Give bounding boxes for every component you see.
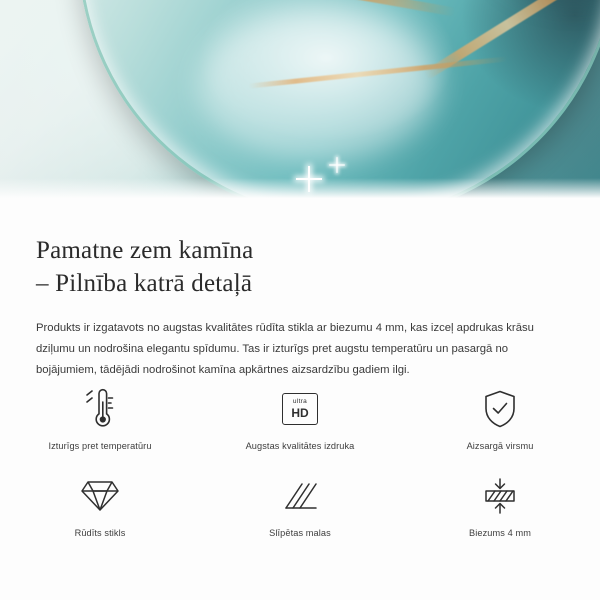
feature-label: Biezums 4 mm [469, 528, 531, 538]
thickness-arrows-icon [480, 473, 520, 519]
feature-label: Aizsargā virsmu [466, 441, 534, 451]
hero-image [0, 0, 600, 200]
description-paragraph: Produkts ir izgatavots no augstas kvalitātes rūdīta stikla ar biezumu 4 mm, kas izceļ apdrukas krāsu dziļumu un nodrošina elegantu spīdumu. Tas ir izturīgs pret augstu temperatūru un pasargā no bojājumiem, tādējādi nodrošinot kamīna apkārtnes aizsardzību gadiem ilgi. [36, 322, 534, 376]
ultra-hd-icon [282, 386, 318, 432]
feature-grid [0, 386, 600, 538]
hero-fade-overlay [0, 178, 600, 200]
headline-line-2: – Pilnība katrā detaļā [36, 270, 253, 297]
round-glass-plate [78, 0, 600, 200]
diamond-icon [80, 473, 120, 519]
thermometer-icon [83, 386, 117, 432]
headline-line-1: Pamatne zem kamīna [36, 237, 254, 264]
feature-item-tempered-glass [0, 473, 200, 538]
feature-label: Izturīgs pret temperatūru [48, 441, 152, 451]
feature-item-temperature [0, 386, 200, 451]
feature-item-thickness [400, 473, 600, 538]
content-section [0, 200, 600, 381]
shield-check-icon [483, 386, 517, 432]
feature-label: Slīpētas malas [269, 528, 331, 538]
feature-label: Augstas kvalitātes izdruka [245, 441, 355, 451]
polished-edges-icon [282, 473, 318, 519]
page-title [0, 200, 600, 300]
feature-item-surface-protection [400, 386, 600, 451]
feature-item-print-quality [200, 386, 400, 451]
ultra-hd-badge-top: ultra [292, 398, 308, 406]
feature-label: Rūdīts stikls [74, 528, 126, 538]
ultra-hd-badge-bottom: HD [291, 405, 309, 420]
feature-item-polished-edges [200, 473, 400, 538]
